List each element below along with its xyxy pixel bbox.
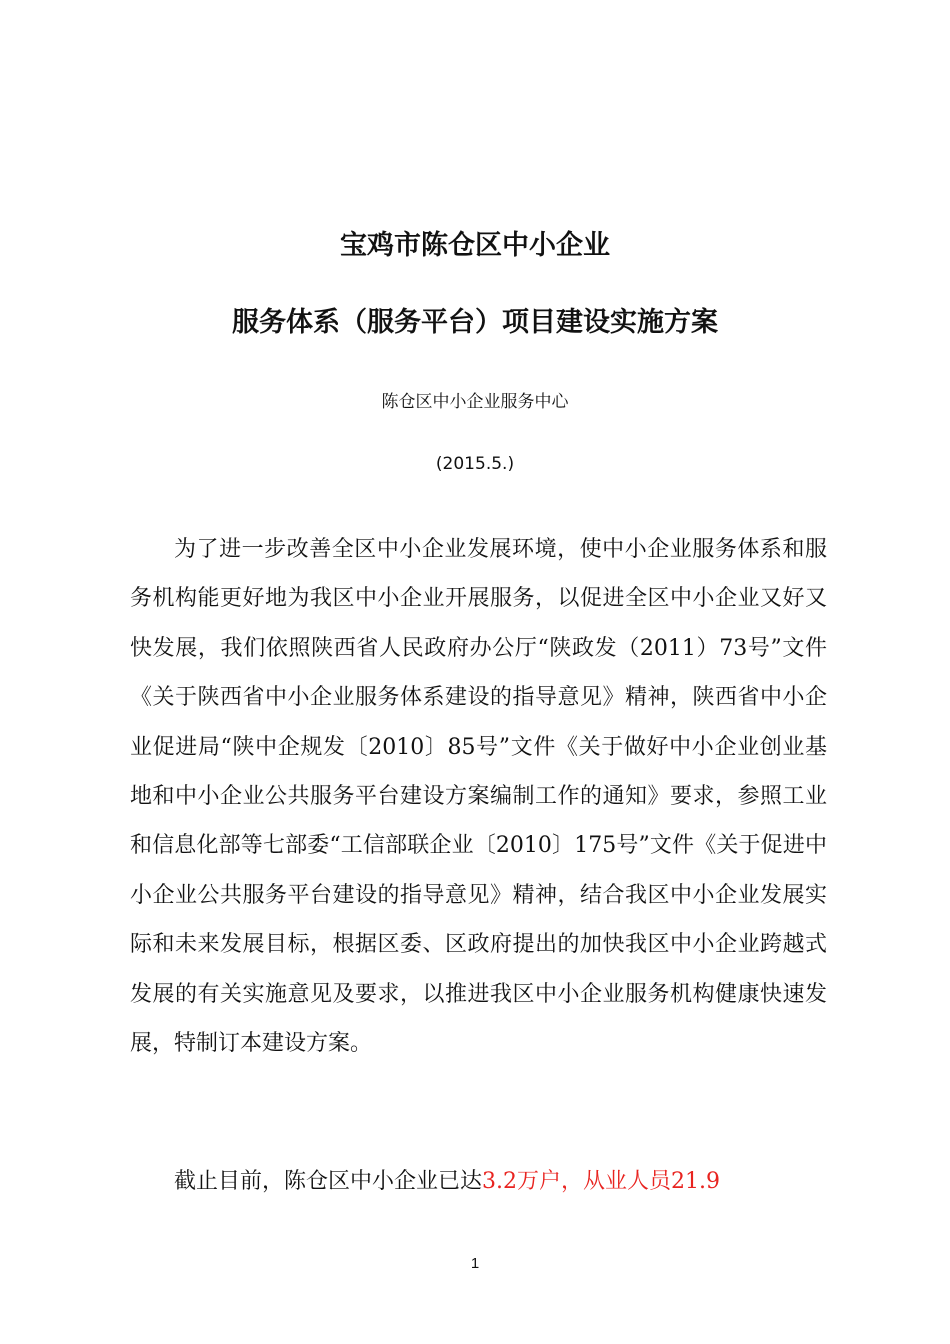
document-title-line-2: 服务体系（服务平台）项目建设实施方案	[232, 307, 718, 338]
page-number: 1	[470, 1255, 480, 1272]
statistics-text: 截止目前，陈仓区中小企业已达	[174, 1169, 483, 1194]
issuing-organization: 陈仓区中小企业服务中心	[381, 392, 569, 412]
document-date: (2015.5.)	[435, 454, 515, 474]
statistics-highlight: 3.2万户，从业人员21.9	[482, 1169, 720, 1194]
body-paragraph-statistics	[130, 1157, 827, 1206]
body-paragraph-intro: 为了进一步改善全区中小企业发展环境，使中小企业服务体系和服务机构能更好地为我区中小企业开展服务，以促进全区中小企业又好又快发展，我们依照陕西省人民政府办公厅“陕政发（2011）73号”文件《关于陕西省中小企业服务体系建设的指导意见》精神，陕西省中小企业促进局“陕中企规发〔2010〕85号”文件《关于做好中小企业创业基地和中小企业公共服务平台建设方案编制工作的通知》要求，参照工业和信息化部等七部委“工信部联企业〔2010〕175号”文件《关于促进中小企业公共服务平台建设的指导意见》精神，结合我区中小企业发展实际和未来发展目标，根据区委、区政府提出的加快我区中小企业跨越式发展的有关实施意见及要求，以推进我区中小企业服务机构健康快速发展，特制订本建设方案。	[130, 537, 827, 1057]
document-title-line-1: 宝鸡市陈仓区中小企业	[340, 230, 610, 261]
